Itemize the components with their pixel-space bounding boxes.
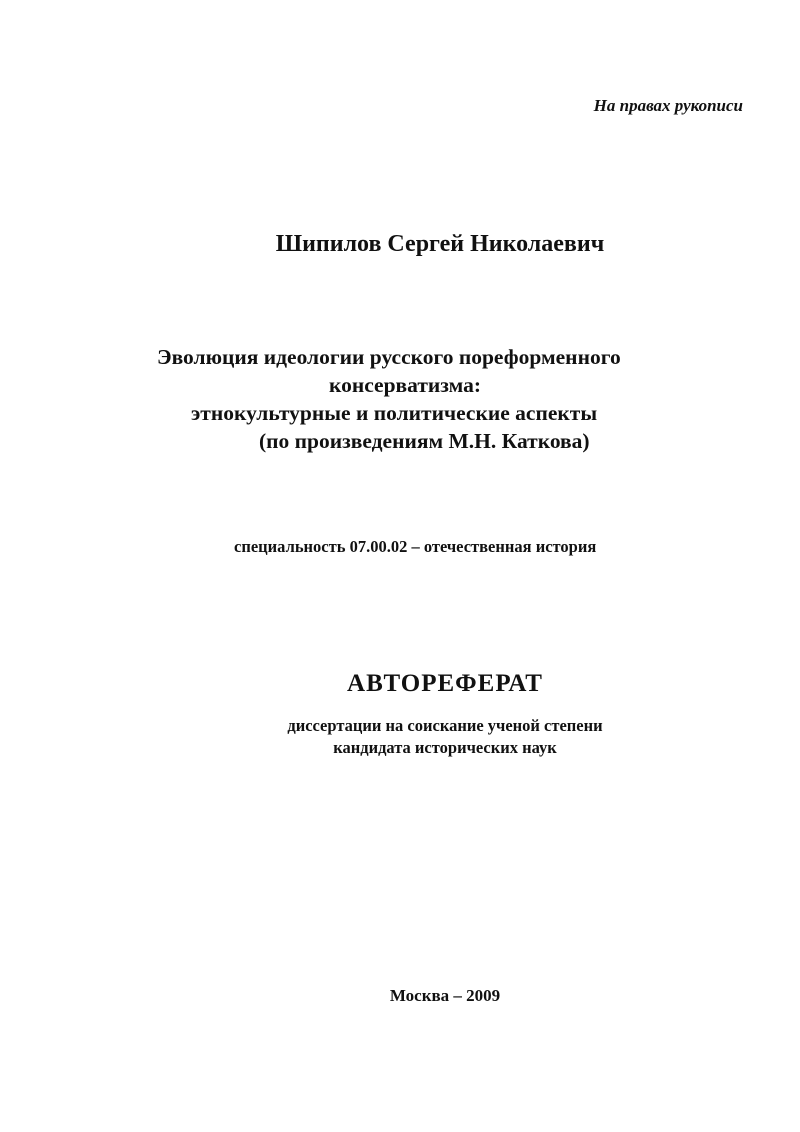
title-line-4: (по произведениям М.Н. Каткова) [259, 429, 590, 453]
degree-line-1: диссертации на соискание ученой степени [287, 716, 603, 735]
title-line-1: Эволюция идеологии русского пореформенного [157, 345, 621, 369]
city-year: Москва – 2009 [389, 986, 501, 1005]
specialty-line: специальность 07.00.02 – отечественная история [234, 537, 597, 556]
document-type-heading: АВТОРЕФЕРАТ [347, 670, 543, 697]
title-line-2: консерватизма: [329, 373, 482, 397]
degree-line-2: кандидата исторических наук [333, 738, 557, 757]
author-name: Шипилов Сергей Николаевич [275, 231, 605, 257]
manuscript-rights-note: На правах рукописи [593, 96, 743, 115]
title-line-3: этнокультурные и политические аспекты [191, 401, 598, 425]
